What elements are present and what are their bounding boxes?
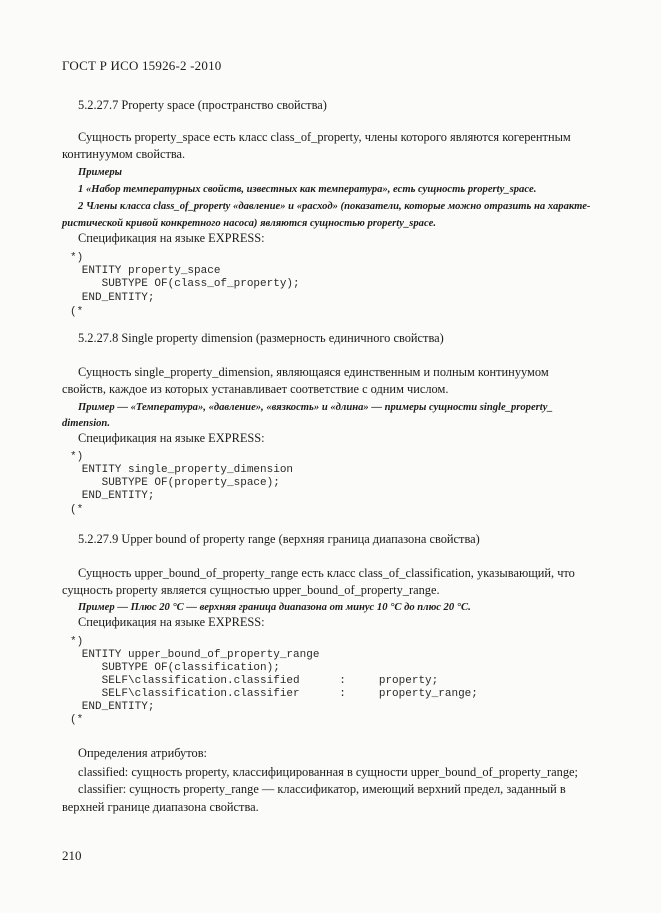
example-note-line: Пример — «Температура», «давление», «вязкость» и «длина» — примеры сущности single_property_ <box>78 402 553 413</box>
attribute-definition-line: classifier: сущность property_range — классификатор, имеющий верхний предел, заданный в <box>78 782 566 796</box>
code-line: (* <box>70 504 84 516</box>
page-number: 210 <box>62 848 82 863</box>
code-line: (* <box>70 714 84 726</box>
paragraph-line: свойств, каждое из которых устанавливает соответствие с одним числом. <box>62 382 449 396</box>
code-line: SUBTYPE OF(class_of_property); <box>62 278 300 290</box>
code-line: ENTITY single_property_dimension <box>62 464 294 476</box>
express-spec-label: Спецификация на языке EXPRESS: <box>78 615 265 629</box>
paragraph-line: континуумом свойства. <box>62 147 186 161</box>
code-line: ENTITY property_space <box>62 265 221 277</box>
paragraph-line: сущность property является сущностью upper_bound_of_property_range. <box>62 583 440 597</box>
express-spec-label: Спецификация на языке EXPRESS: <box>78 431 265 445</box>
example-2-line: ристической кривой конкретного насоса) являются сущностью property_space. <box>62 218 437 229</box>
section-heading-property-space: 5.2.27.7 Property space (пространство свойства) <box>78 98 327 112</box>
examples-label: Примеры <box>78 167 123 178</box>
section-heading-single-property-dimension: 5.2.27.8 Single property dimension (размерность единичного свойства) <box>78 331 444 345</box>
code-line: SUBTYPE OF(classification); <box>62 662 280 674</box>
example-note: Пример — Плюс 20 °C — верхняя граница диапазона от минус 10 °C до плюс 20 °C. <box>78 602 471 613</box>
attribute-definition-line: верхней границе диапазона свойства. <box>62 800 259 814</box>
example-note-line: dimension. <box>62 418 110 429</box>
code-line: *) <box>70 636 84 648</box>
code-line: *) <box>70 451 84 463</box>
section-heading-upper-bound: 5.2.27.9 Upper bound of property range (верхняя граница диапазона свойства) <box>78 532 480 546</box>
express-spec-label: Спецификация на языке EXPRESS: <box>78 231 265 245</box>
paragraph-line: Сущность property_space есть класс class_of_property, члены которого являются когерентным <box>78 130 571 144</box>
example-1: 1 «Набор температурных свойств, известных как температура», есть сущность property_space. <box>78 184 537 195</box>
code-line: *) <box>70 252 84 264</box>
example-2-line: 2 Члены класса class_of_property «давление» и «расход» (показатели, которые можно отразить на характе- <box>78 201 591 212</box>
code-line: ENTITY upper_bound_of_property_range <box>62 649 320 661</box>
attribute-definition: classified: сущность property, классифицированная в сущности upper_bound_of_property_range; <box>78 765 578 779</box>
code-line: END_ENTITY; <box>62 292 155 304</box>
code-line: SELF\classification.classifier : property_range; <box>62 688 478 700</box>
paragraph-line: Сущность upper_bound_of_property_range есть класс class_of_classification, указывающий, что <box>78 566 575 580</box>
code-line: END_ENTITY; <box>62 490 155 502</box>
paragraph-line: Сущность single_property_dimension, являющаяся единственным и полным континуумом <box>78 365 549 379</box>
code-line: SELF\classification.classified : property; <box>62 675 439 687</box>
code-line: (* <box>70 306 84 318</box>
code-line: END_ENTITY; <box>62 701 155 713</box>
code-line: SUBTYPE OF(property_space); <box>62 477 280 489</box>
document-header: ГОСТ Р ИСО 15926-2 -2010 <box>62 58 222 73</box>
attributes-label: Определения атрибутов: <box>78 746 207 760</box>
